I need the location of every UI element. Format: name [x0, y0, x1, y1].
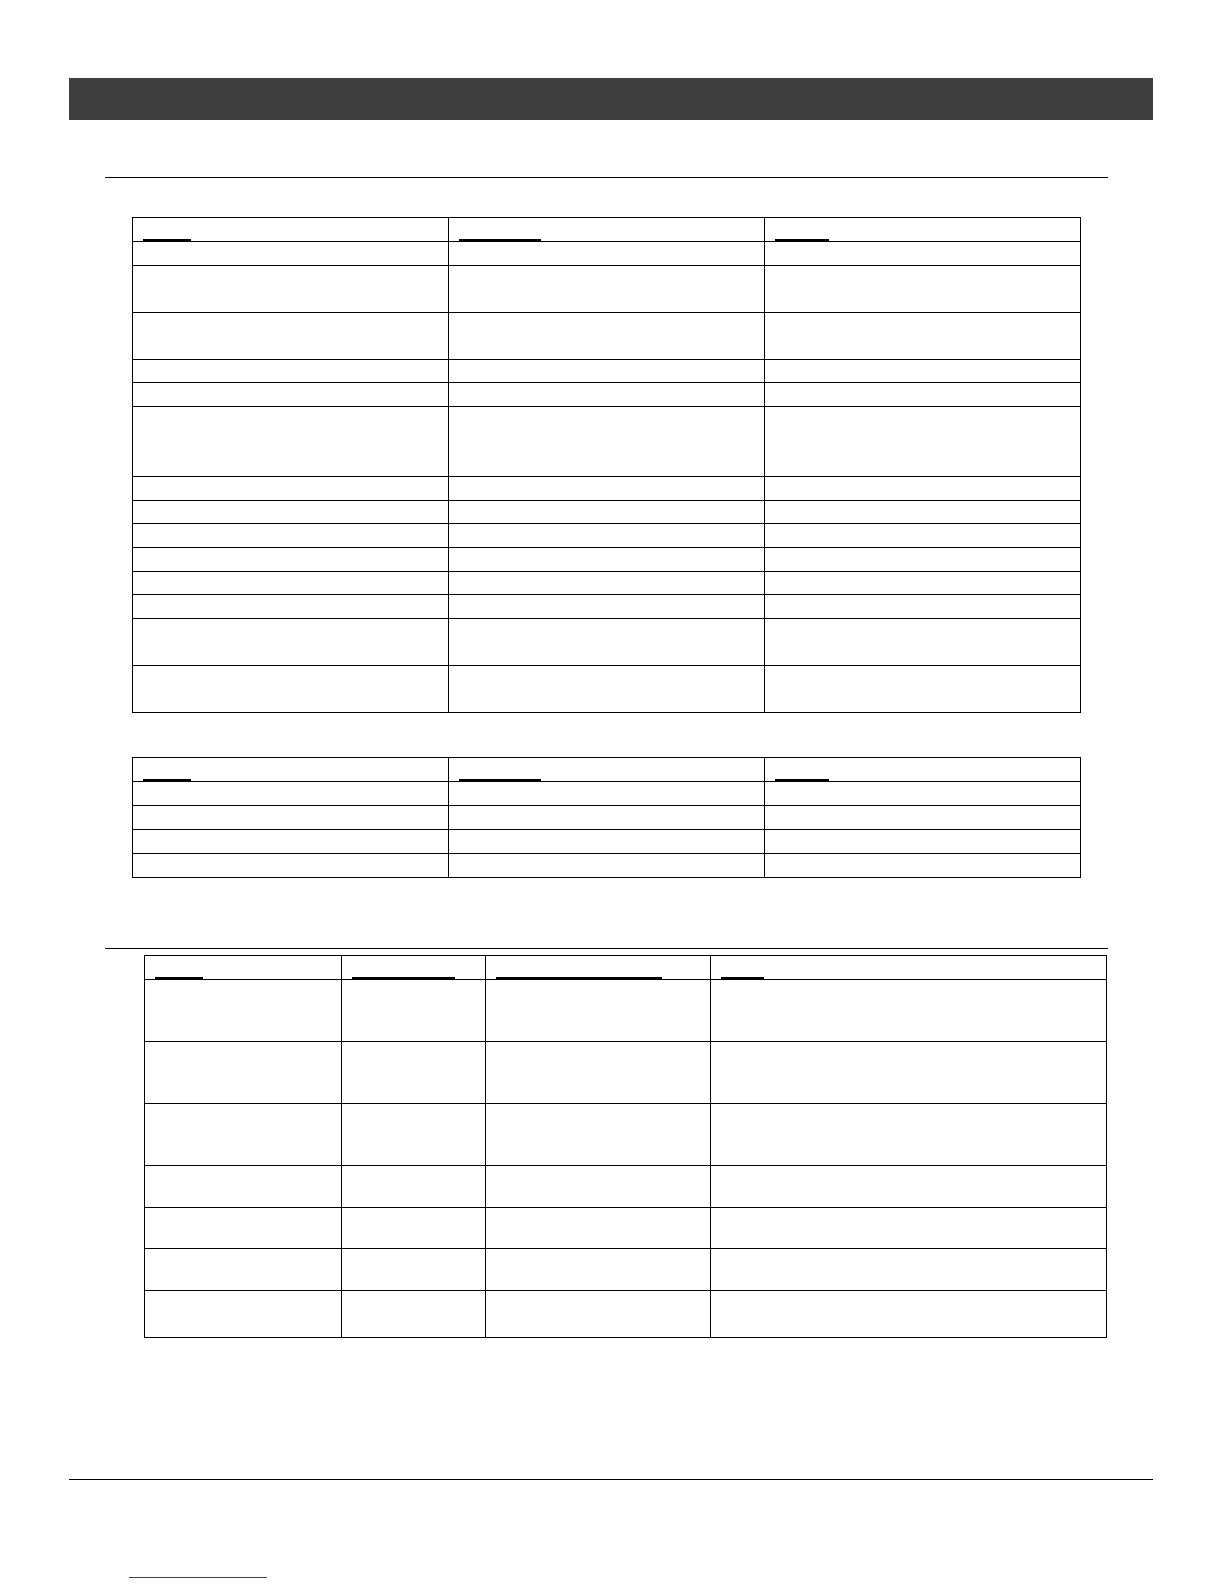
table-header-row	[145, 956, 1107, 980]
table-cell	[486, 1291, 711, 1338]
table-header-cell	[486, 956, 711, 980]
table-row	[145, 1291, 1107, 1338]
table-cell	[145, 1291, 342, 1338]
table-cell	[449, 572, 765, 595]
header-underline	[496, 977, 662, 979]
table-cell	[133, 854, 449, 878]
table-row	[133, 501, 1081, 524]
table-cell	[133, 806, 449, 830]
table-cell	[342, 1249, 486, 1291]
table-cell	[449, 313, 765, 360]
table-cell	[449, 407, 765, 477]
table-row	[133, 477, 1081, 501]
header-underline	[352, 977, 455, 979]
table-cell	[133, 242, 449, 266]
table-row	[133, 666, 1081, 713]
spec-table-3	[144, 955, 1107, 1338]
table-header-row	[133, 218, 1081, 242]
table-cell	[765, 313, 1081, 360]
table-header-cell	[145, 956, 342, 980]
table-header-cell	[342, 956, 486, 980]
table-cell	[486, 1104, 711, 1166]
table-cell	[133, 477, 449, 501]
table-cell	[145, 1208, 342, 1249]
header-underline	[459, 239, 541, 241]
section-divider	[105, 948, 1108, 949]
table-cell	[765, 666, 1081, 713]
table-row	[145, 1166, 1107, 1208]
table-row	[133, 854, 1081, 878]
table-row	[133, 266, 1081, 313]
table-cell	[765, 524, 1081, 548]
table-header-cell	[133, 758, 449, 782]
header-underline	[143, 239, 191, 241]
table-cell	[133, 666, 449, 713]
header-underline	[721, 977, 764, 979]
table-cell	[133, 572, 449, 595]
section-divider	[105, 177, 1108, 178]
table-cell	[765, 619, 1081, 666]
table-cell	[342, 1042, 486, 1104]
header-underline	[155, 977, 203, 979]
table-cell	[342, 980, 486, 1042]
table-cell	[711, 1249, 1107, 1291]
table-cell	[765, 383, 1081, 407]
table-cell	[449, 595, 765, 619]
table-cell	[342, 1291, 486, 1338]
table-cell	[449, 383, 765, 407]
table-cell	[133, 407, 449, 477]
table-cell	[145, 1042, 342, 1104]
page-header-bar	[69, 78, 1153, 120]
table-cell	[765, 360, 1081, 383]
table-cell	[765, 242, 1081, 266]
table-cell	[133, 782, 449, 806]
table-header-row	[133, 758, 1081, 782]
table-row	[133, 407, 1081, 477]
table-row	[133, 619, 1081, 666]
table-cell	[133, 595, 449, 619]
table-cell	[486, 980, 711, 1042]
table-header-cell	[133, 218, 449, 242]
table-cell	[765, 572, 1081, 595]
table-cell	[449, 806, 765, 830]
table-cell	[765, 806, 1081, 830]
table-cell	[449, 619, 765, 666]
table-cell	[133, 383, 449, 407]
table-cell	[765, 782, 1081, 806]
table-cell	[765, 501, 1081, 524]
table-row	[133, 242, 1081, 266]
table-row	[133, 782, 1081, 806]
table-header-cell	[711, 956, 1107, 980]
table-row	[133, 548, 1081, 572]
spec-table-1	[132, 217, 1081, 713]
table-cell	[486, 1249, 711, 1291]
table-row	[145, 980, 1107, 1042]
table-cell	[133, 266, 449, 313]
table-row	[145, 1104, 1107, 1166]
table-cell	[449, 548, 765, 572]
table-cell	[342, 1166, 486, 1208]
table-cell	[145, 1166, 342, 1208]
table-cell	[765, 595, 1081, 619]
table-cell	[765, 266, 1081, 313]
table-cell	[711, 1166, 1107, 1208]
table-cell	[449, 854, 765, 878]
table-row	[133, 595, 1081, 619]
table-cell	[145, 1104, 342, 1166]
table-row	[145, 1249, 1107, 1291]
table-cell	[765, 854, 1081, 878]
table-cell	[449, 266, 765, 313]
table-cell	[133, 619, 449, 666]
header-underline	[459, 779, 541, 781]
table-cell	[711, 1104, 1107, 1166]
table-cell	[145, 1249, 342, 1291]
table-cell	[449, 242, 765, 266]
table-cell	[133, 501, 449, 524]
table-cell	[133, 313, 449, 360]
table-row	[133, 572, 1081, 595]
table-row	[145, 1042, 1107, 1104]
table-cell	[449, 360, 765, 383]
table-cell	[133, 830, 449, 854]
table-cell	[449, 477, 765, 501]
table-cell	[449, 782, 765, 806]
table-row	[133, 806, 1081, 830]
table-cell	[486, 1166, 711, 1208]
table-row	[133, 383, 1081, 407]
table-cell	[765, 548, 1081, 572]
footer-divider	[69, 1479, 1153, 1480]
table-header-cell	[765, 758, 1081, 782]
table-cell	[133, 548, 449, 572]
table-cell	[486, 1208, 711, 1249]
spec-table-2	[132, 757, 1081, 878]
table-cell	[711, 1042, 1107, 1104]
header-underline	[775, 779, 829, 781]
table-header-cell	[449, 758, 765, 782]
table-cell	[711, 980, 1107, 1042]
table-cell	[449, 666, 765, 713]
table-cell	[765, 477, 1081, 501]
table-cell	[133, 360, 449, 383]
header-underline	[775, 239, 829, 241]
table-cell	[486, 1042, 711, 1104]
table-header-cell	[765, 218, 1081, 242]
table-cell	[711, 1291, 1107, 1338]
table-row	[133, 524, 1081, 548]
header-underline	[143, 779, 191, 781]
footer-link[interactable]	[129, 1577, 267, 1578]
table-cell	[133, 524, 449, 548]
table-cell	[145, 980, 342, 1042]
table-cell	[765, 830, 1081, 854]
table-cell	[342, 1208, 486, 1249]
table-cell	[449, 524, 765, 548]
table-row	[133, 360, 1081, 383]
table-row	[145, 1208, 1107, 1249]
table-cell	[765, 407, 1081, 477]
table-cell	[449, 501, 765, 524]
table-cell	[711, 1208, 1107, 1249]
table-header-cell	[449, 218, 765, 242]
table-row	[133, 313, 1081, 360]
table-cell	[449, 830, 765, 854]
table-cell	[342, 1104, 486, 1166]
table-row	[133, 830, 1081, 854]
